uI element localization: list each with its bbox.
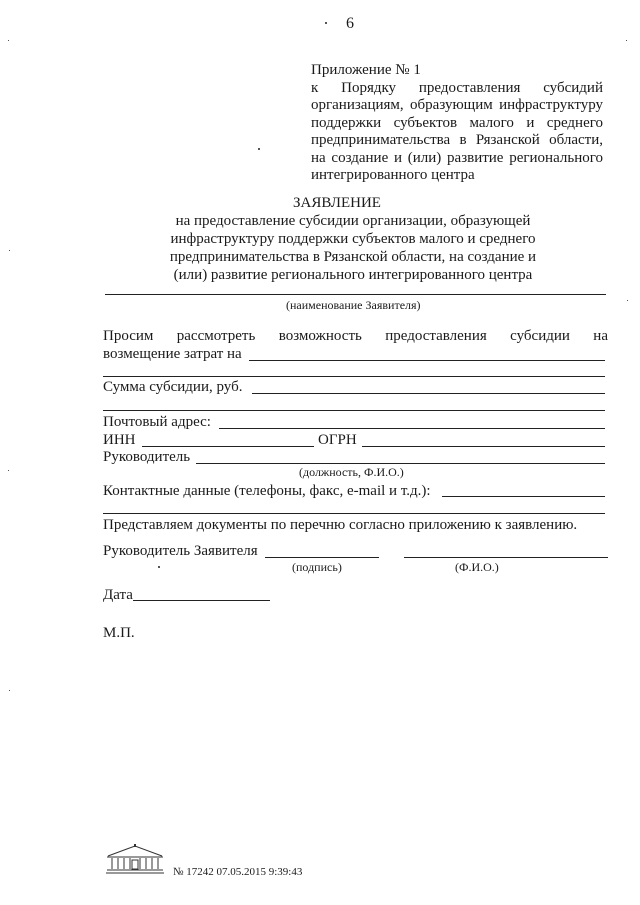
scan-speck <box>325 22 327 24</box>
appendix-line-6: интегрированного центра <box>311 167 475 183</box>
signature-field[interactable] <box>265 557 379 558</box>
contacts-label: Контактные данные (телефоны, факс, e-mail и т.д.): <box>103 483 431 499</box>
date-label: Дата <box>103 587 133 603</box>
appendix-line-3: поддержки субъектов малого и среднего <box>311 114 603 131</box>
scan-speck <box>158 566 160 568</box>
documents-note: Представляем документы по перечню согласно приложению к заявлению. <box>103 517 578 533</box>
subsidy-amount-field[interactable] <box>252 393 605 394</box>
contacts-field-2[interactable] <box>103 513 605 514</box>
signature-caption: (подпись) <box>292 560 342 574</box>
applicant-caption: (наименование Заявителя) <box>286 298 421 312</box>
appendix-line-2: организациям, образующим инфраструктуру <box>311 97 603 113</box>
scan-speck <box>8 40 9 41</box>
applicant-head-label: Руководитель Заявителя <box>103 543 258 559</box>
request-field-1[interactable] <box>249 360 605 361</box>
seal-label: М.П. <box>103 625 135 641</box>
date-field[interactable] <box>133 600 270 601</box>
appendix-line-4: предпринимательства в Рязанской области, <box>311 132 603 148</box>
appendix-header <box>311 62 603 185</box>
applicant-name-line[interactable] <box>105 294 606 295</box>
building-stamp-icon <box>104 842 166 876</box>
ogrn-field[interactable] <box>362 446 605 447</box>
contacts-field[interactable] <box>442 496 605 497</box>
appendix-line-5: на создание и (или) развитие регионального <box>311 149 603 166</box>
postal-address-label: Почтовый адрес: <box>103 414 211 430</box>
fio-caption: (Ф.И.О.) <box>455 560 499 574</box>
subtitle-line-4: (или) развитие регионального интегрированного центра <box>173 267 533 283</box>
subsidy-amount-field-2[interactable] <box>103 410 605 411</box>
statement-subtitle <box>0 212 640 284</box>
inn-label: ИНН <box>103 432 136 448</box>
page-number: 6 <box>346 15 354 32</box>
head-label: Руководитель <box>103 449 191 465</box>
subtitle-line-2: инфраструктуру поддержки субъектов малого и среднего <box>170 231 536 247</box>
request-field-2[interactable] <box>103 376 605 377</box>
statement-title: ЗАЯВЛЕНИЕ <box>293 195 381 211</box>
head-caption: (должность, Ф.И.О.) <box>299 465 404 479</box>
scan-speck <box>9 690 10 691</box>
subsidy-amount-label: Сумма субсидии, руб. <box>103 379 243 395</box>
registration-number: № 17242 07.05.2015 9:39:43 <box>173 866 303 878</box>
subtitle-line-1: на предоставление субсидии организации, образующей <box>175 213 531 229</box>
fio-field[interactable] <box>404 557 608 558</box>
scan-speck <box>9 250 10 251</box>
head-field[interactable] <box>196 463 605 464</box>
scan-speck <box>258 148 260 150</box>
postal-address-field[interactable] <box>219 428 605 429</box>
request-line-2: возмещение затрат на <box>103 346 242 362</box>
scan-speck <box>627 300 628 301</box>
scan-speck <box>8 470 9 471</box>
subtitle-line-3: предпринимательства в Рязанской области, на создание и <box>169 249 537 265</box>
inn-field[interactable] <box>142 446 314 447</box>
appendix-line-1: к Порядку предоставления субсидий <box>311 79 603 96</box>
scan-speck <box>626 40 627 41</box>
request-line-1: Просим рассмотреть возможность предоставления субсидии на <box>103 328 608 344</box>
appendix-heading: Приложение № 1 <box>311 62 421 78</box>
ogrn-label: ОГРН <box>318 432 357 448</box>
